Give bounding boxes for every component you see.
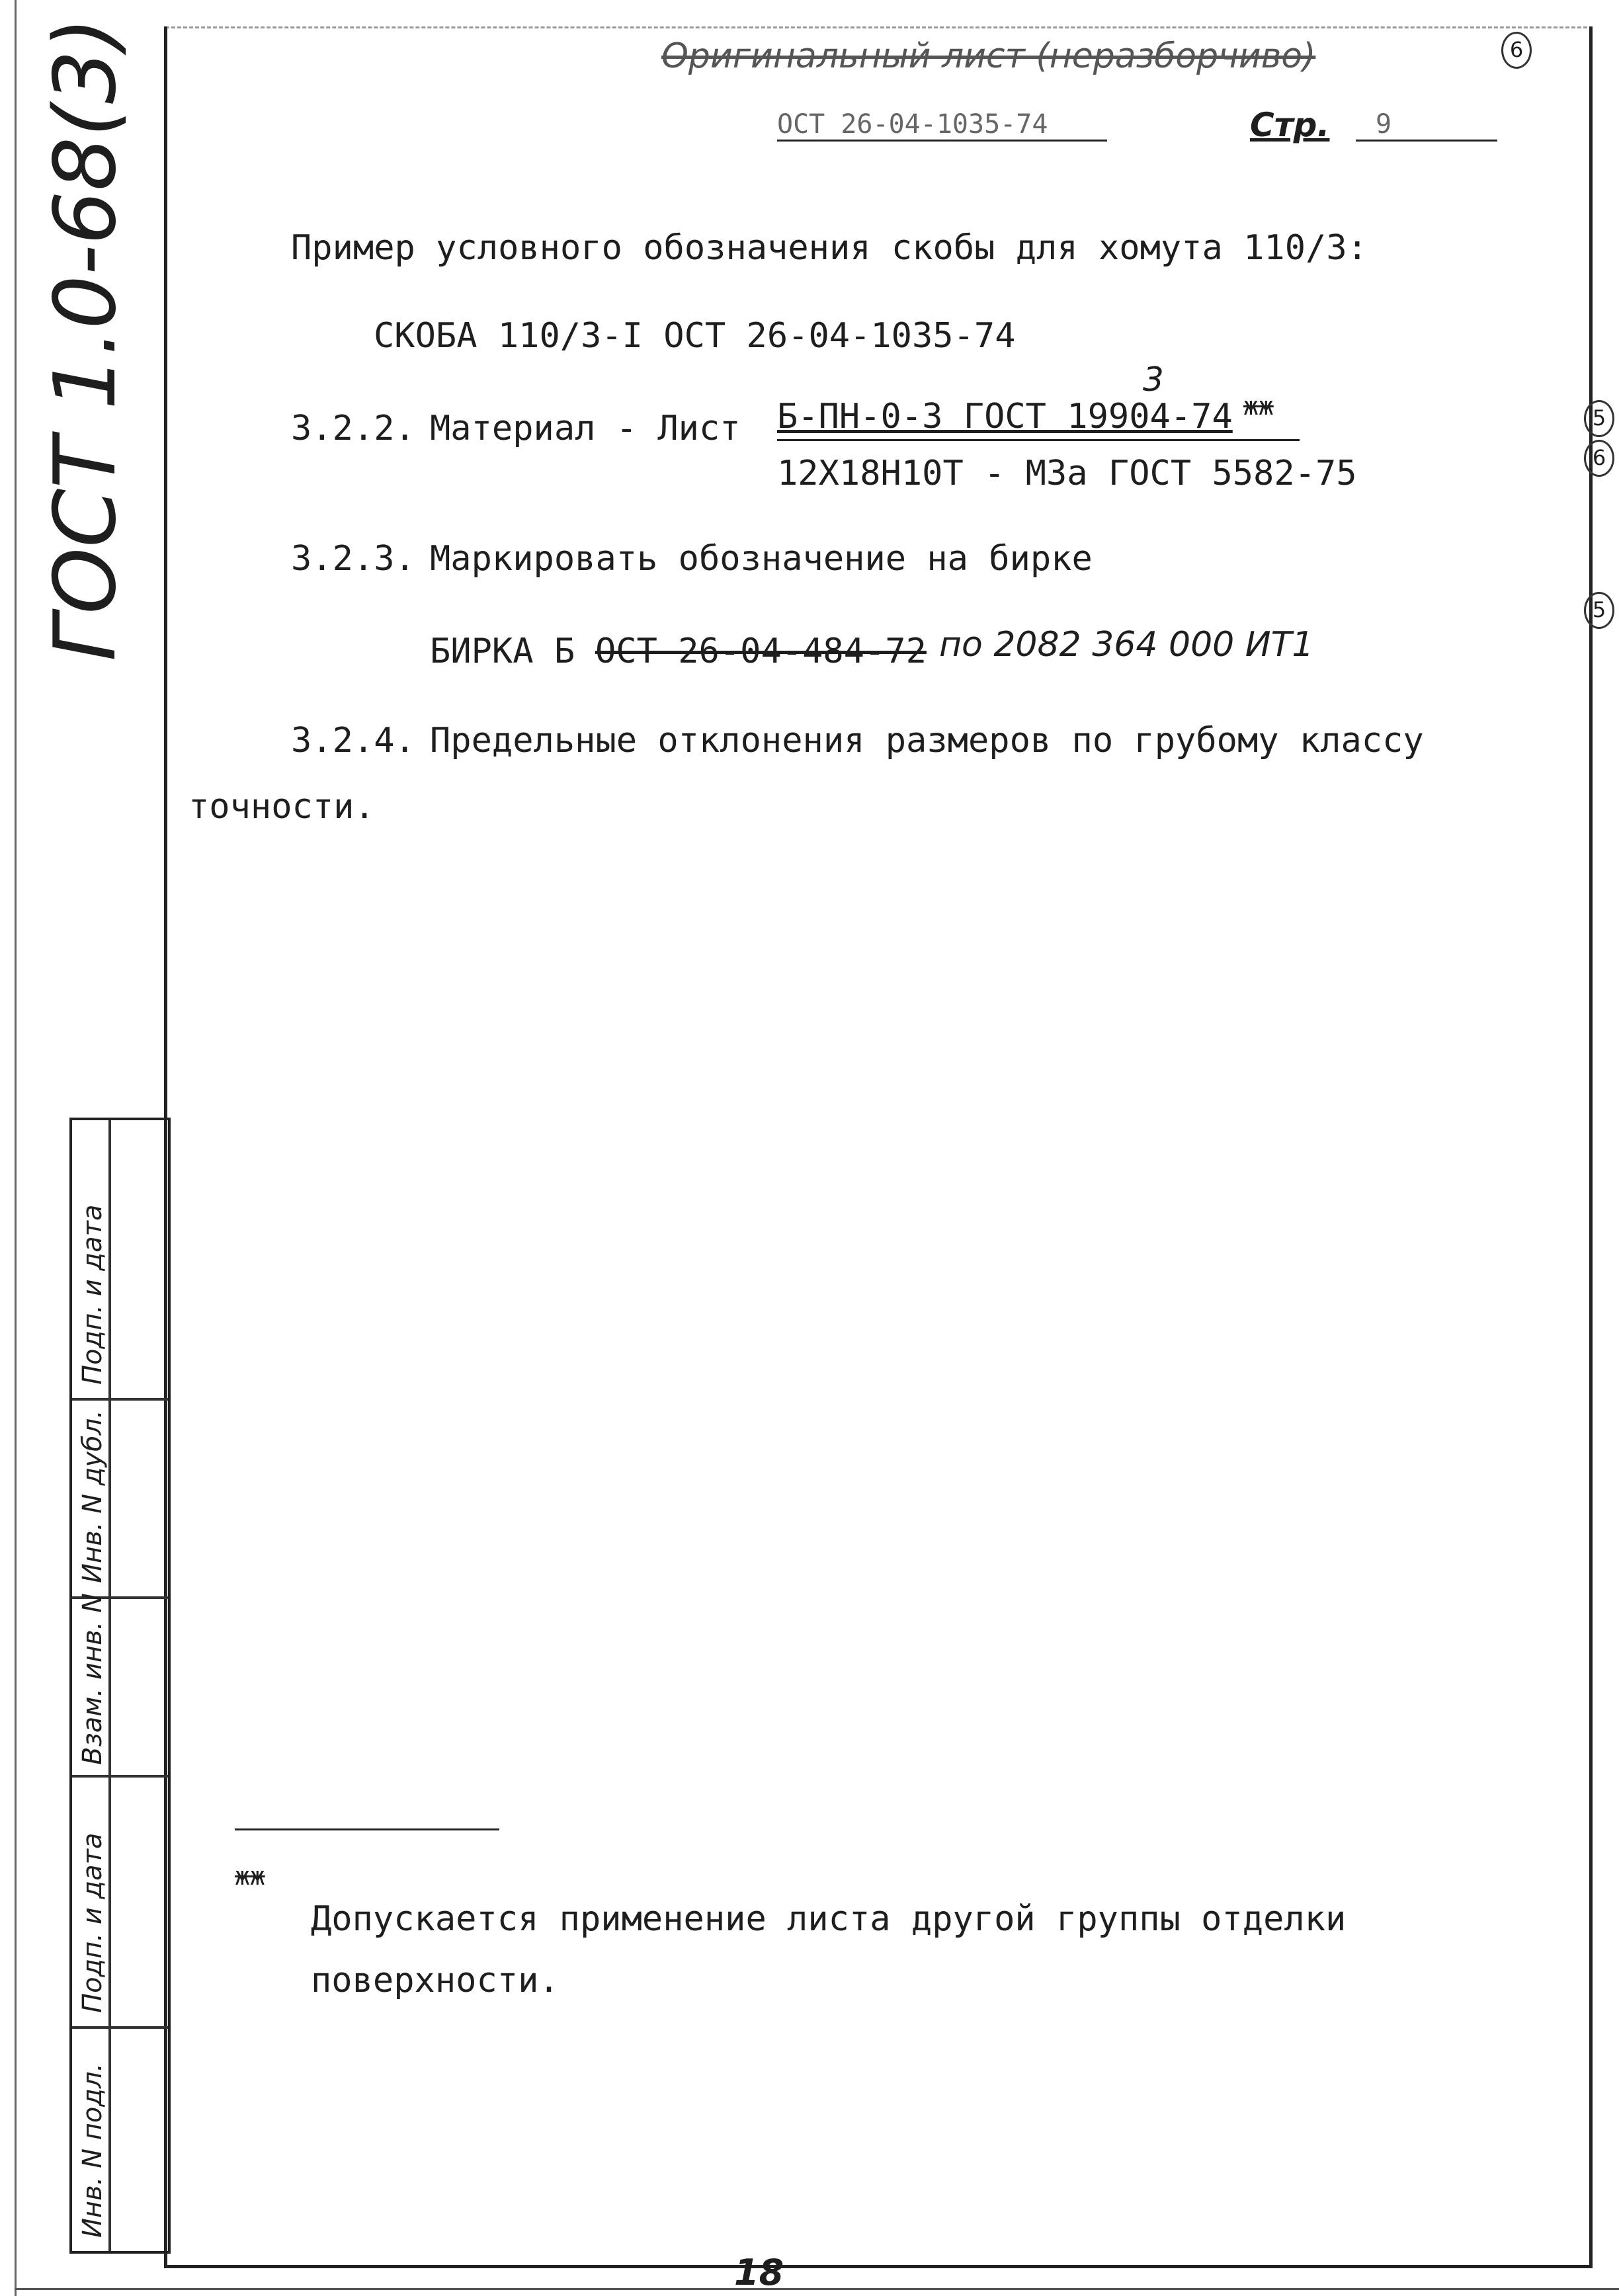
clause-3-2-4-text-cont: точности. [188, 787, 375, 827]
clause-3-2-3-text: Маркировать обозначение на бирке [430, 539, 1093, 579]
page-number: 9 [1356, 109, 1497, 142]
clause-3-2-2-text: Материал - Лист [430, 409, 741, 448]
sheet-number-circle: 6 [1501, 32, 1532, 69]
page-label: Стр. [1250, 106, 1330, 144]
superscript-3: 3 [1143, 360, 1164, 399]
doc-code: ОСТ 26-04-1035-74 [777, 109, 1107, 142]
example-designation: СКОБА 110/3-I ОСТ 26-04-1035-74 [374, 316, 1016, 356]
gost-stamp: ГОСТ 1.0-68(3) [36, 17, 135, 661]
side-table-row-4 [72, 2026, 168, 2029]
margin-mark-2: 6 [1584, 440, 1614, 477]
example-intro: Пример условного обозначения скобы для хомута 110/3: [291, 228, 1368, 268]
footnote-line-2: поверхности. [311, 1961, 560, 2000]
outer-bottom-edge [15, 2288, 1619, 2290]
material-numerator: Б-ПН-0-3 ГОСТ 19904-74 [777, 397, 1233, 436]
margin-mark-1: 5 [1584, 400, 1614, 437]
side-label-inv-podl: Инв. N подл. [77, 2063, 108, 2238]
outer-left-edge [15, 0, 17, 2296]
side-label-podp-data-top: Подп. и дата [77, 1204, 108, 1385]
handwritten-replacement: по 2082 364 000 ИТ1 [939, 625, 1314, 665]
side-label-vzam-inv: Взам. инв. N [77, 1593, 108, 1765]
footnote-separator [235, 1828, 499, 1830]
material-denominator: 12Х18Н10Т - М3а ГОСТ 5582-75 [777, 454, 1357, 493]
struck-standard: ОСТ 26-04-484-72 [595, 632, 927, 671]
footnote-mark-ref: жж [1243, 391, 1274, 421]
clause-3-2-4-text: Предельные отклонения размеров по грубому классу [430, 721, 1424, 760]
side-table [69, 1118, 171, 2254]
fraction-line [777, 439, 1300, 441]
clause-3-2-3-number: 3.2.3. [291, 539, 415, 579]
tag-label: БИРКА Б [430, 632, 575, 671]
footnote-line-1: Допускается применение листа другой группы отделки [311, 1899, 1347, 1939]
side-label-podp-data-bottom: Подп. и дата [77, 1832, 108, 2013]
handwritten-header-note: Оригинальный лист (неразборчиво) [661, 36, 1316, 76]
side-table-row-3 [72, 1775, 168, 1778]
side-label-inv-dubl: Инв. N дубл. [77, 1410, 108, 1583]
bottom-page-number: 18 [734, 2252, 784, 2293]
clause-3-2-4-number: 3.2.4. [291, 721, 415, 760]
side-table-row-1 [72, 1398, 168, 1401]
footnote-mark: жж [235, 1862, 265, 1891]
margin-mark-3: 5 [1584, 592, 1614, 629]
side-table-divider [108, 1120, 111, 2251]
clause-3-2-2-number: 3.2.2. [291, 409, 415, 448]
